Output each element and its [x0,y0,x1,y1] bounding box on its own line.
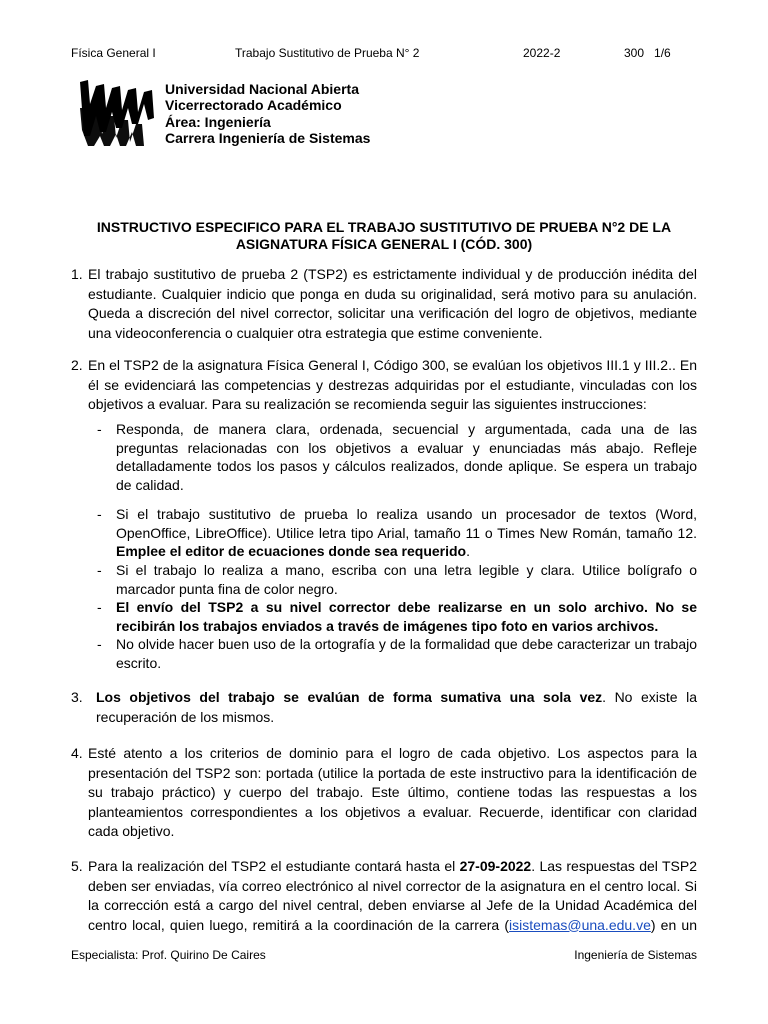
header-work-title: Trabajo Sustitutivo de Prueba N° 2 [235,46,420,60]
header-term: 2022-2 [523,46,561,60]
item-text: El trabajo sustitutivo de prueba 2 (TSP2) es estrictamente individual y de producción inédita del estudiante. Cualquier indicio que ponga en duda su originalidad, será motivo para su anulación. Queda a discreción del nivel corrector, solicitar una verificación del logro de objetivos, mediante una videoconferencia o cualquier otra estrategia que estime conveniente. [88,266,697,341]
list-item-3 [71,688,697,727]
bullet-text: Si el trabajo lo realiza a mano, escriba con una letra legible y clara. Utilice bolígrafo o marcador punta fina de color negro. [116,562,697,597]
bullet-dash: - [97,599,102,615]
bullet-dash: - [97,562,102,578]
item-number: 2. [71,357,83,373]
list-item-2 [71,356,697,415]
title-line-2: ASIGNATURA FÍSICA GENERAL I (CÓD. 300) [235,235,533,252]
item-text: Esté atento a los criterios de dominio para el logro de cada objetivo. Los aspectos para la presentación del TSP2 son: portada (utilice la portada de este instructivo para la identificación de su trabajo práctico) y cuerpo del trabajo. Este último, contiene todas las respuestas a los planteamientos correspondientes a los objetivos a evaluar. Recuerde, identificar con claridad cada objetivo. [88,745,697,840]
document-title [80,219,688,252]
una-logo [78,78,156,148]
bullet-item [97,635,697,672]
footer-career: Ingeniería de Sistemas [574,948,697,962]
item-number: 1. [71,266,83,282]
institution-career: Carrera Ingeniería de Sistemas [165,129,371,146]
item-number: 3. [71,689,83,705]
item-text-part: . Las respuestas del TSP2 deben ser enviadas, vía correo electrónico al nivel corrector de la asignatura en el centro local. Si la corrección está a cargo del nivel central, deben enviarse al Jefe de la Unidad Académica del centro local, quien luego, remitirá a la coordinación de la carrera ( [88,858,697,933]
item-text [88,857,697,935]
bullet-text-bold: El envío del TSP2 a su nivel corrector debe realizarse en un solo archivo. No se recibirán los trabajos enviados a través de imágenes tipo foto en varios archivos. [116,599,697,634]
list-item-1 [71,265,697,343]
bullet-item [97,561,697,598]
item-number: 5. [71,858,83,874]
bullet-item [97,505,697,561]
header-code-page: 300 1/6 [624,46,671,60]
list-item-5 [71,857,697,935]
list-item-4 [71,744,697,842]
institution-university: Universidad Nacional Abierta [165,81,359,97]
bullet-text-end: . [466,543,470,560]
title-line-1: INSTRUCTIVO ESPECIFICO PARA EL TRABAJO SUSTITUTIVO DE PRUEBA N°2 DE LA [96,219,672,235]
institution-block [165,81,370,146]
bullet-text: Responda, de manera clara, ordenada, secuencial y argumentada, cada una de las preguntas relacionadas con los objetivos a evaluar y enunciadas más abajo. Refleje detalladamente todos los pasos y cálculos realizados, donde aplique. Se espera un trabajo de calidad. [116,421,697,493]
footer-specialist: Especialista: Prof. Quirino De Caires [71,948,266,962]
bullet-dash: - [97,421,102,437]
bullet-dash: - [97,636,102,652]
bullet-item [97,420,697,494]
item-text [96,688,697,727]
institution-vicerrectorado: Vicerrectorado Académico [165,97,342,114]
item-text-rest: . No existe la recuperación de los mismos. [96,689,697,725]
institution-area: Área: Ingeniería [165,113,271,130]
bullet-text-part: Si el trabajo sustitutivo de prueba lo realiza usando un procesador de textos (Word, OpenOffice, LibreOffice). Utilice letra tipo Arial, tamaño 11 o Times New Román, tamaño 12. [116,506,697,541]
item-number: 4. [71,745,83,761]
bullet-text-bold: Emplee el editor de ecuaciones donde sea requerido [116,543,467,560]
item-text-part: ) en un [650,916,697,933]
item-text: En el TSP2 de la asignatura Física General I, Código 300, se evalúan los objetivos III.1 y III.2.. En él se evidenciará las competencias y destrezas adquiridas por el estudiante, vinculadas con los objetivos a evaluar. Para su realización se recomienda seguir las siguientes instrucciones: [88,357,697,413]
email-link[interactable]: isistemas@una.edu.ve [509,916,651,933]
item-text-part: Para la realización del TSP2 el estudiante contará hasta el [88,858,460,874]
bullet-item [97,598,697,635]
bullet-text: No olvide hacer buen uso de la ortografía y de la formalidad que debe caracterizar un trabajo escrito. [116,636,697,671]
item-text-bold: Los objetivos del trabajo se evalúan de forma sumativa una sola vez [96,689,603,705]
bullet-text [116,598,697,635]
bullet-text [116,505,697,561]
bullet-dash: - [97,506,102,522]
header-course: Física General I [71,46,156,60]
deadline-date: 27-09-2022 [459,858,532,874]
